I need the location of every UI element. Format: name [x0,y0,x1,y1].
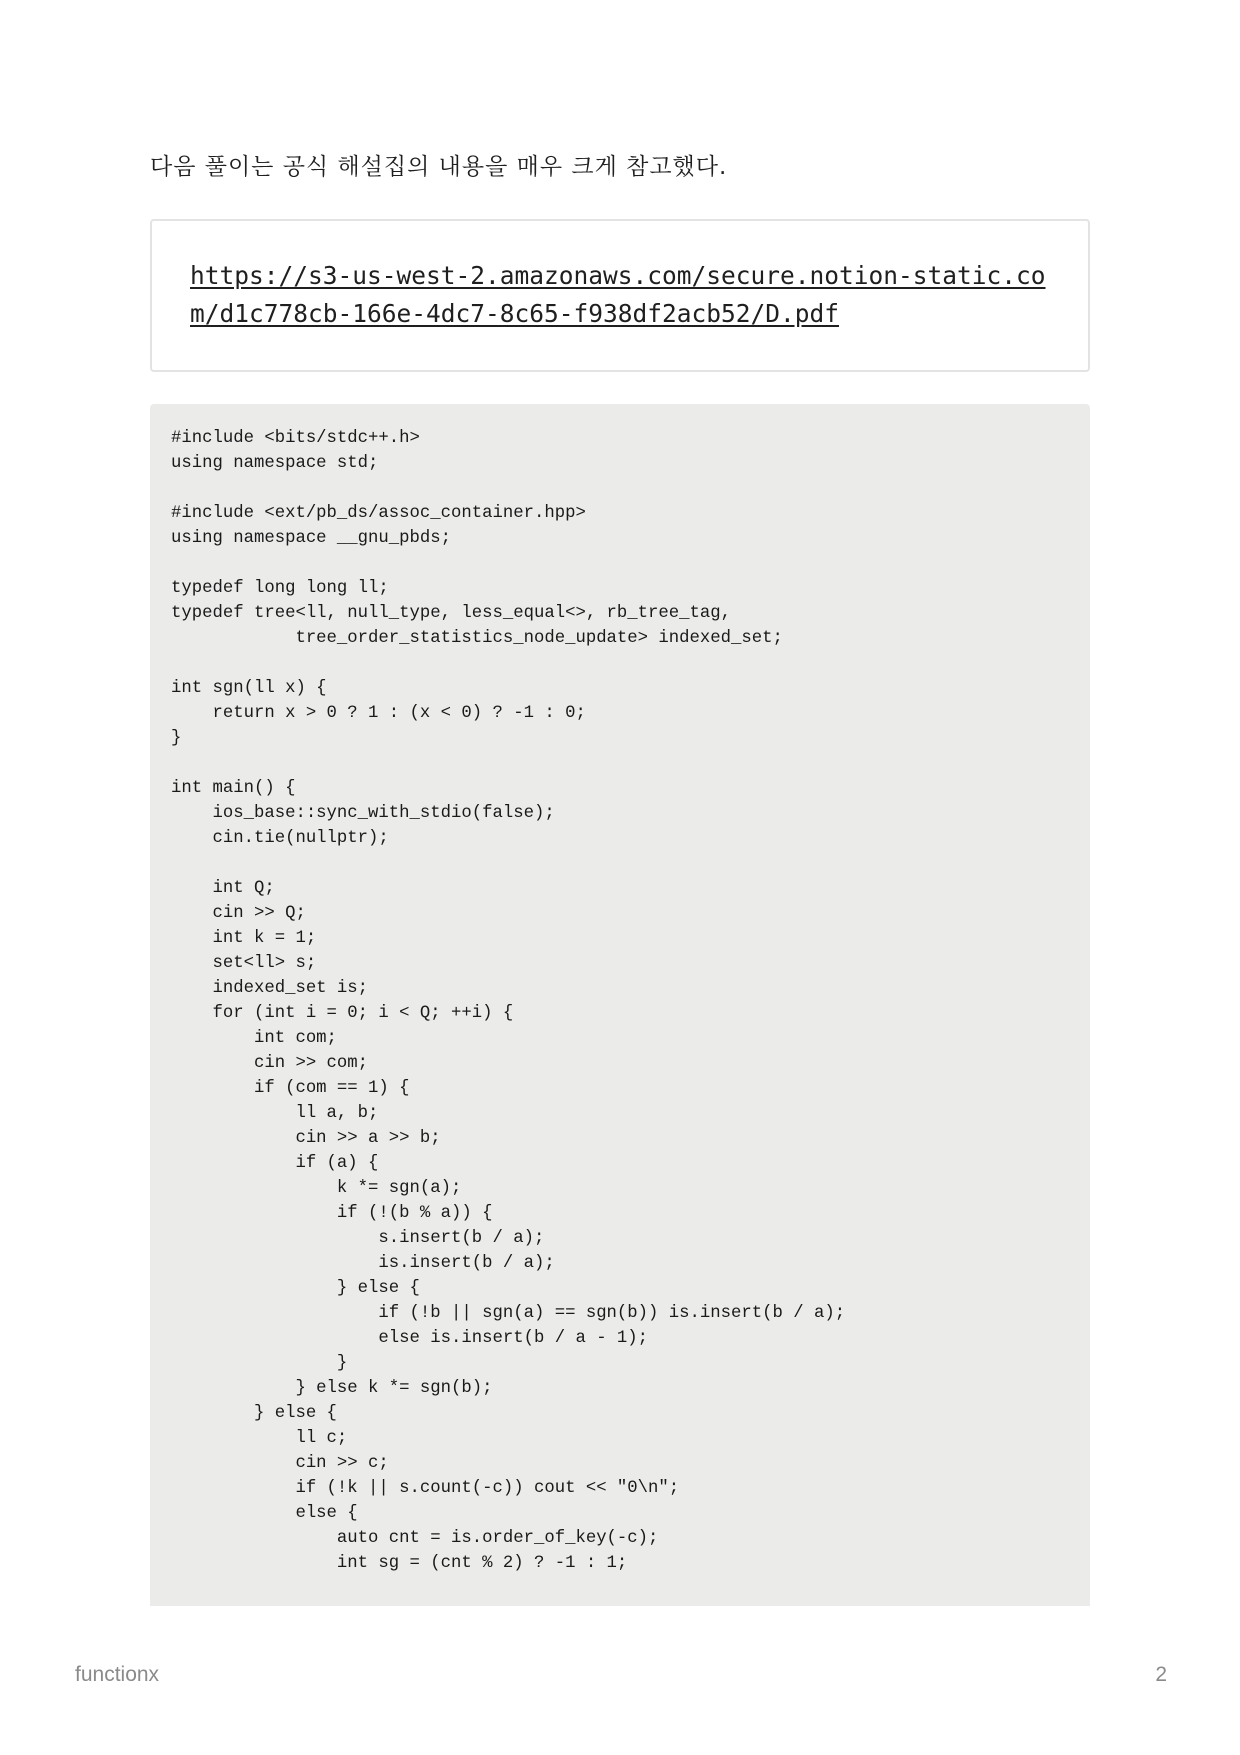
intro-paragraph: 다음 풀이는 공식 해설집의 내용을 매우 크게 참고했다. [150,154,728,180]
code-block [150,404,1090,1606]
footer-page-number: 2 [1155,1663,1167,1686]
link-bookmark-box[interactable] [150,219,1090,372]
footer-author: functionx [75,1663,160,1686]
code-content: #include <bits/stdc++.h> using namespace std; #include <ext/pb_ds/assoc_container.hpp> using namespace __gnu_pbds; typedef long long ll; typedef tree<ll, null_type, less_equal<>, rb_tree_tag, tree_order_statistics_node_update> indexed_set; int sgn(ll x) { return x > 0 ? 1 : (x < 0) ? -1 : 0; } int main() { ios_base::sync_with_stdio(false); cin.tie(nullptr); int Q; cin >> Q; int k = 1; set<ll> s; indexed_set is; for (int i = 0; i < Q; ++i) { int com; cin >> com; if (com == 1) { ll a, b; cin >> a >> b; if (a) { k *= sgn(a); if (!(b % a)) { s.insert(b / a); is.insert(b / a); } else { if (!b || sgn(a) == sgn(b)) is.insert(b / a); else is.insert(b / a - 1); } } else k *= sgn(b); } else { ll c; cin >> c; if (!k || s.count(-c)) cout << "0\n"; else { auto cnt = is.order_of_key(-c); int sg = (cnt % 2) ? -1 : 1; [171,429,846,1573]
pdf-link[interactable]: https://s3-us-west-2.amazonaws.com/secure.notion-static.com/d1c778cb-166e-4dc7-8c65-f938df2acb52/D.pdf [190,261,1046,328]
